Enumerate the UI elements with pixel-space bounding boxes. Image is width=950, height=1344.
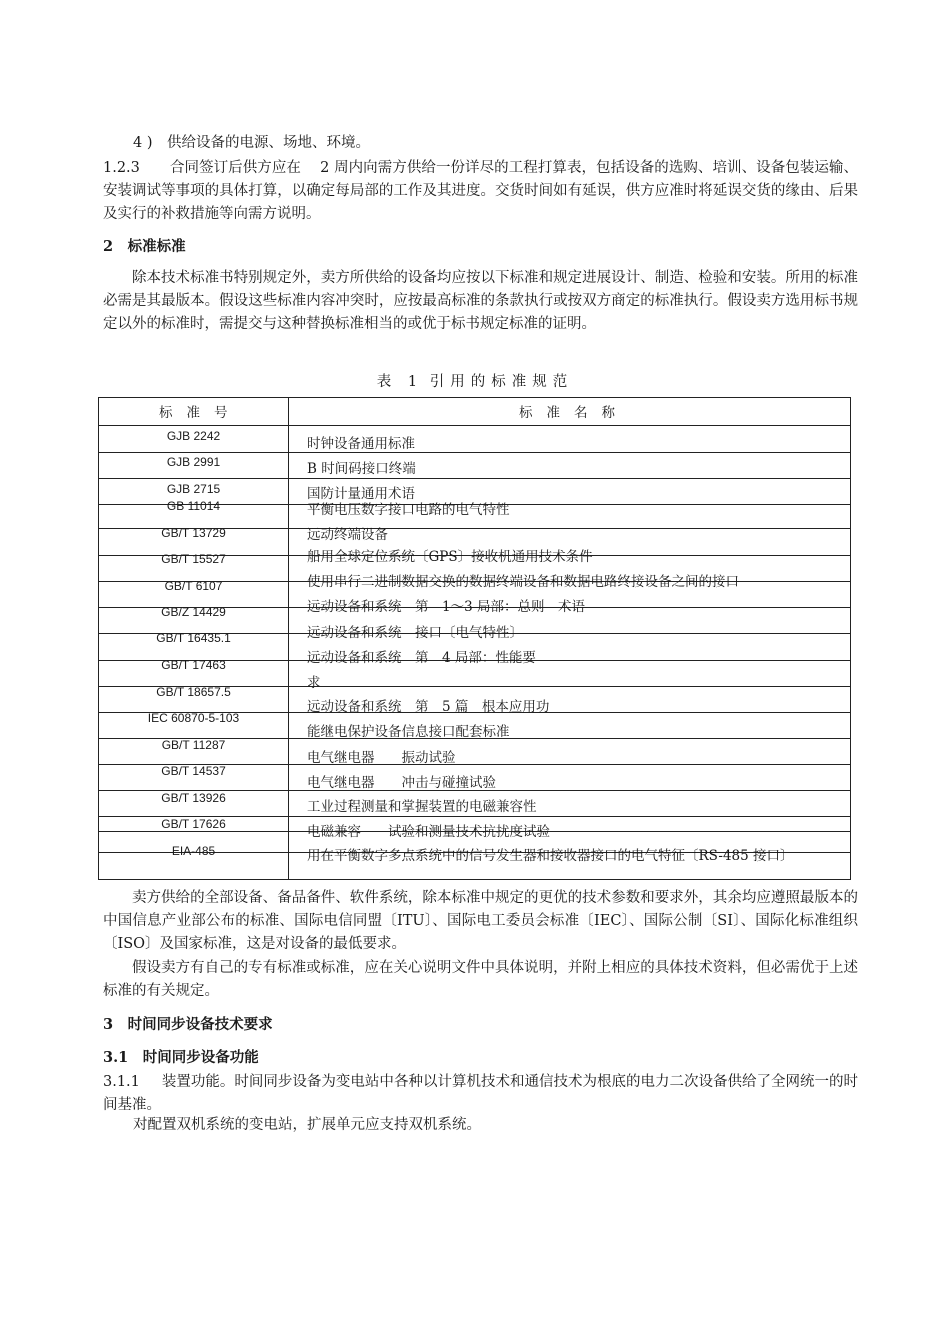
column-header-name: 标准名称 [519, 405, 629, 421]
standard-code: GB/T 16435.1 [156, 631, 231, 645]
list-item-4: 4 ) 供给设备的电源、场地、环境。 [133, 135, 370, 151]
column-divider [288, 398, 289, 879]
standard-name: 工业过程测量和掌握装置的电磁兼容性 [307, 799, 537, 815]
clause-number: 3.1.1 [103, 1074, 140, 1090]
standard-code: GB/T 17463 [161, 658, 226, 672]
standard-name: 远动设备和系统 接口〔电气特性〕 [307, 625, 523, 641]
standard-name: 用在平衡数字多点系统中的信号发生器和接收器接口的电气特征〔RS-485 接口〕 [307, 848, 794, 864]
standard-code: GB/T 13729 [161, 526, 226, 540]
standard-name: 船用全球定位系统〔GPS〕接收机通用技术条件 [307, 549, 593, 565]
section-3-1-heading: 3.1 时间同步设备功能 [103, 1049, 259, 1066]
standard-name: 电气继电器 冲击与碰撞试验 [307, 775, 496, 791]
standard-name: 求 [307, 675, 321, 691]
standard-name: B 时间码接口终端 [307, 461, 416, 477]
clause-text: 合同签订后供方应在 2 周内向需方供给一份详尽的工程打算表，包括设备的选购、培训、设备包装运输、安装调试等事项的具体打算，以确定每局部的工作及其进度。交货时间如有延误，供方应准时将延误交货的缘由、后果及实行的补救措施等向需方说明。 [103, 160, 858, 222]
clause-text: 装置功能。时间同步设备为变电站中各种以计算机技术和通信技术为根底的电力二次设备供给了全网统一的时间基准。 [103, 1074, 858, 1113]
standard-name: 远动终端设备 [307, 527, 388, 543]
standard-code: GB/T 6107 [164, 579, 223, 593]
proprietary-standards-paragraph: 假设卖方有自己的专有标准或标准，应在关心说明文件中具体说明，并附上相应的具体技术资料，但必需优于上述标准的有关规定。 [103, 960, 858, 999]
table-row-line [99, 478, 850, 479]
standard-name: 平衡电压数字接口电路的电气特性 [307, 502, 510, 518]
standard-name: 时钟设备通用标准 [307, 436, 415, 452]
standard-name: 使用串行二进制数据交换的数据终端设备和数据电路终接设备之间的接口 [307, 574, 739, 590]
caption-number: 1 [407, 374, 420, 390]
dual-system-paragraph: 对配置双机系统的变电站，扩展单元应支持双机系统。 [133, 1117, 481, 1133]
standard-code: EIA-485 [171, 844, 216, 858]
standard-name: 远动设备和系统 第 4 局部：性能要 [307, 650, 536, 666]
clause-1-2-3 [103, 157, 858, 226]
standard-name: 远动设备和系统 第 5 篇 根本应用功 [307, 699, 550, 715]
standard-code: GB/T 17626 [161, 817, 226, 831]
clause-number: 1.2.3 [103, 160, 140, 176]
standard-code: GJB 2242 [166, 429, 221, 443]
standard-code: GB/T 15527 [161, 552, 226, 566]
standard-code: GB/T 13926 [161, 791, 226, 805]
standard-code: GJB 2991 [166, 455, 221, 469]
standard-code: GB/T 14537 [161, 764, 226, 778]
column-header-code: 标准号 [159, 405, 242, 421]
section-3-heading: 3 时间同步设备技术要求 [103, 1016, 273, 1033]
clause-3-1-1 [103, 1071, 858, 1117]
standard-code: GB/T 11287 [161, 738, 226, 752]
section-2-heading: 2 标准标准 [103, 238, 186, 255]
standard-code: IEC 60870-5-103 [147, 711, 240, 725]
standard-code: GJB 2715 [166, 482, 221, 496]
table-row-line [99, 425, 850, 426]
caption-text: 引用的标准规范 [429, 374, 574, 390]
standard-code: GB/Z 14429 [161, 605, 226, 619]
standard-name: 国防计量通用术语 [307, 486, 415, 502]
standards-table [98, 397, 851, 880]
requirements-paragraph: 卖方供给的全部设备、备品备件、软件系统，除本标准中规定的更优的技术参数和要求外，其余均应遵照最版本的中国信息产业部公布的标准、国际电信同盟〔ITU〕、国际电工委员会标准〔IEC〕、国际公制〔SI〕、国际化标准组织〔ISO〕及国家标准，这是对设备的最低要求。 [103, 890, 858, 952]
standard-name: 电气继电器 振动试验 [307, 750, 456, 766]
table-row-line [99, 452, 850, 453]
caption-prefix: 表 [376, 374, 398, 390]
standard-name: 远动设备和系统 第 1～3 局部：总则 术语 [307, 599, 585, 615]
standard-name: 电磁兼容 试验和测量技术抗扰度试验 [307, 824, 550, 840]
table-caption [0, 370, 950, 391]
standard-code: GB 11014 [166, 499, 221, 513]
standard-name: 能继电保护设备信息接口配套标准 [307, 724, 510, 740]
standard-code: GB/T 18657.5 [156, 685, 231, 699]
section-2-paragraph: 除本技术标准书特别规定外，卖方所供给的设备均应按以下标准和规定进展设计、制造、检验和安装。所用的标准必需是其最版本。假设这些标准内容冲突时，应按最高标准的条款执行或按双方商定的标准执行。假设卖方选用标书规定以外的标准时，需提交与这种替换标准相当的或优于标书规定标准的证明。 [103, 270, 858, 332]
